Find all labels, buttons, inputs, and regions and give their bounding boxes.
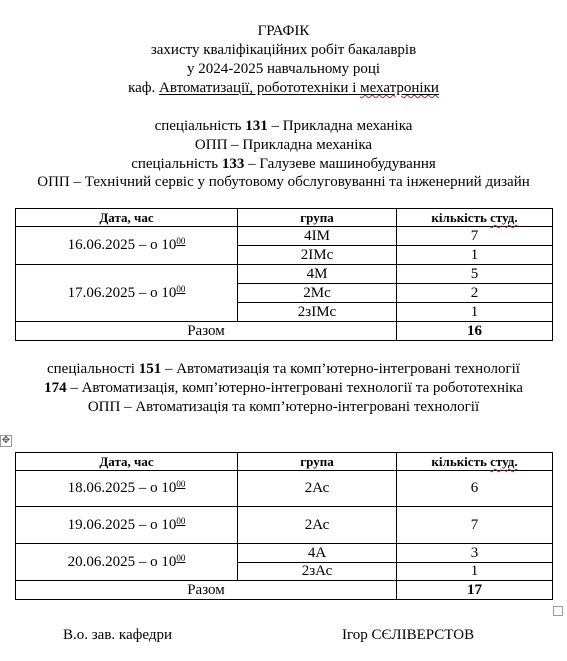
- subtitle-line-1: захисту кваліфікаційних робіт бакалаврів: [150, 42, 417, 58]
- header-count-part1: кількість: [431, 454, 491, 469]
- group-cell: 2ІМс: [238, 246, 397, 265]
- table-1-total-row: [16, 322, 553, 341]
- count-cell: 1: [397, 246, 553, 265]
- header-date: Дата, час: [16, 209, 238, 227]
- specialty-133-code: 133: [221, 156, 245, 172]
- table-2-header-row: [16, 453, 553, 471]
- header-count-part1: кількість: [431, 210, 491, 225]
- specialty-174-code: 174: [44, 380, 67, 396]
- total-value: 17: [397, 581, 553, 600]
- group-cell: 2Мс: [238, 284, 397, 303]
- group-cell: 2Ас: [238, 471, 397, 507]
- department-name-underlined: [159, 80, 439, 96]
- group-cell: 2Ас: [238, 507, 397, 544]
- table-1-header-row: [16, 209, 553, 227]
- specialty-151-prefix: спеціальності: [47, 361, 139, 377]
- time-minutes: 00: [176, 479, 186, 489]
- header-group: група: [238, 209, 397, 227]
- table-row: [16, 265, 553, 284]
- count-cell: 2: [397, 284, 553, 303]
- specialty-174-line: [0, 379, 567, 397]
- table-row: [16, 471, 553, 507]
- header-count: [397, 209, 553, 227]
- opp-133-line: ОПП – Технічний сервіс у побутовому обслуговуванні та інженерний дизайн: [37, 174, 530, 190]
- date-text: 20.06.2025 – о 10: [67, 553, 177, 570]
- table-row: [16, 507, 553, 544]
- group-cell: 4ІМ: [238, 227, 397, 246]
- department-name-part1: Автоматизації, робототехніки і: [159, 80, 361, 96]
- header-count-part2: студ.: [490, 454, 518, 469]
- specialty-151-name: – Автоматизація та комп’ютерно-інтегровані технології: [161, 361, 520, 377]
- count-cell: 1: [397, 303, 553, 322]
- department-prefix: каф.: [128, 80, 160, 96]
- table-2-total-row: [16, 581, 553, 600]
- header-date: Дата, час: [16, 453, 238, 471]
- table-row: [16, 544, 553, 563]
- group-cell: 2зІМс: [238, 303, 397, 322]
- date-text: 16.06.2025 – о 10: [67, 237, 177, 253]
- table-row: [16, 227, 553, 246]
- specialty-131-code: 131: [245, 118, 268, 134]
- specialty-131-name: – Прикладна механіка: [267, 118, 413, 134]
- total-label: Разом: [16, 322, 397, 341]
- count-cell: 1: [397, 563, 553, 581]
- date-cell: [16, 544, 238, 581]
- count-cell: 5: [397, 265, 553, 284]
- header-group: група: [238, 453, 397, 471]
- group-cell: 2зАс: [238, 563, 397, 581]
- date-text: 17.06.2025 – о 10: [67, 284, 177, 301]
- group-cell: 4М: [238, 265, 397, 284]
- time-minutes: 00: [176, 283, 186, 294]
- specialty-133-prefix: спеціальність: [131, 156, 222, 172]
- time-minutes: 00: [176, 515, 186, 526]
- specialty-174-name: – Автоматизація, комп’ютерно-інтегровані технології та робототехніка: [66, 380, 523, 396]
- opp-151-line: ОПП – Автоматизація та комп’ютерно-інтегровані технології: [87, 399, 480, 415]
- time-minutes: 00: [176, 236, 186, 246]
- date-text: 18.06.2025 – о 10: [67, 480, 177, 496]
- date-cell: [16, 265, 238, 322]
- specialty-151-line: [0, 360, 567, 378]
- date-cell: [16, 227, 238, 265]
- header-count: [397, 453, 553, 471]
- count-cell: 3: [397, 544, 553, 563]
- date-cell: [16, 507, 238, 544]
- count-cell: 6: [397, 471, 553, 507]
- total-label: Разом: [16, 581, 397, 600]
- specialty-133-name: – Галузеве машинобудування: [244, 156, 436, 172]
- schedule-table-1: [15, 208, 553, 341]
- count-cell: 7: [397, 227, 553, 246]
- table-resize-handle-icon[interactable]: [553, 606, 563, 616]
- count-cell: 7: [397, 507, 553, 544]
- department-name-part2: мехатроніки: [360, 80, 439, 96]
- total-value: 16: [397, 322, 553, 341]
- header-count-part2: студ.: [490, 210, 518, 225]
- date-cell: [16, 471, 238, 507]
- specialty-151-code: 151: [138, 361, 162, 377]
- subtitle-line-2: у 2024-2025 навчальному році: [186, 61, 381, 77]
- table-move-handle-icon[interactable]: ✥: [1, 435, 11, 446]
- schedule-table-2: [15, 452, 553, 600]
- date-text: 19.06.2025 – о 10: [67, 516, 177, 533]
- opp-131-line: ОПП – Прикладна механіка: [194, 137, 373, 153]
- group-cell: 4А: [238, 544, 397, 563]
- time-minutes: 00: [176, 552, 186, 563]
- document-title: ГРАФІК: [257, 23, 310, 39]
- specialty-133-line: [0, 155, 567, 173]
- signature-role: В.о. зав. кафедри: [63, 627, 172, 643]
- specialty-131-line: [0, 117, 567, 135]
- specialty-131-prefix: спеціальність: [154, 118, 246, 134]
- department-line: [0, 79, 567, 97]
- signature-name: Ігор СЄЛІВЕРСТОВ: [342, 627, 475, 643]
